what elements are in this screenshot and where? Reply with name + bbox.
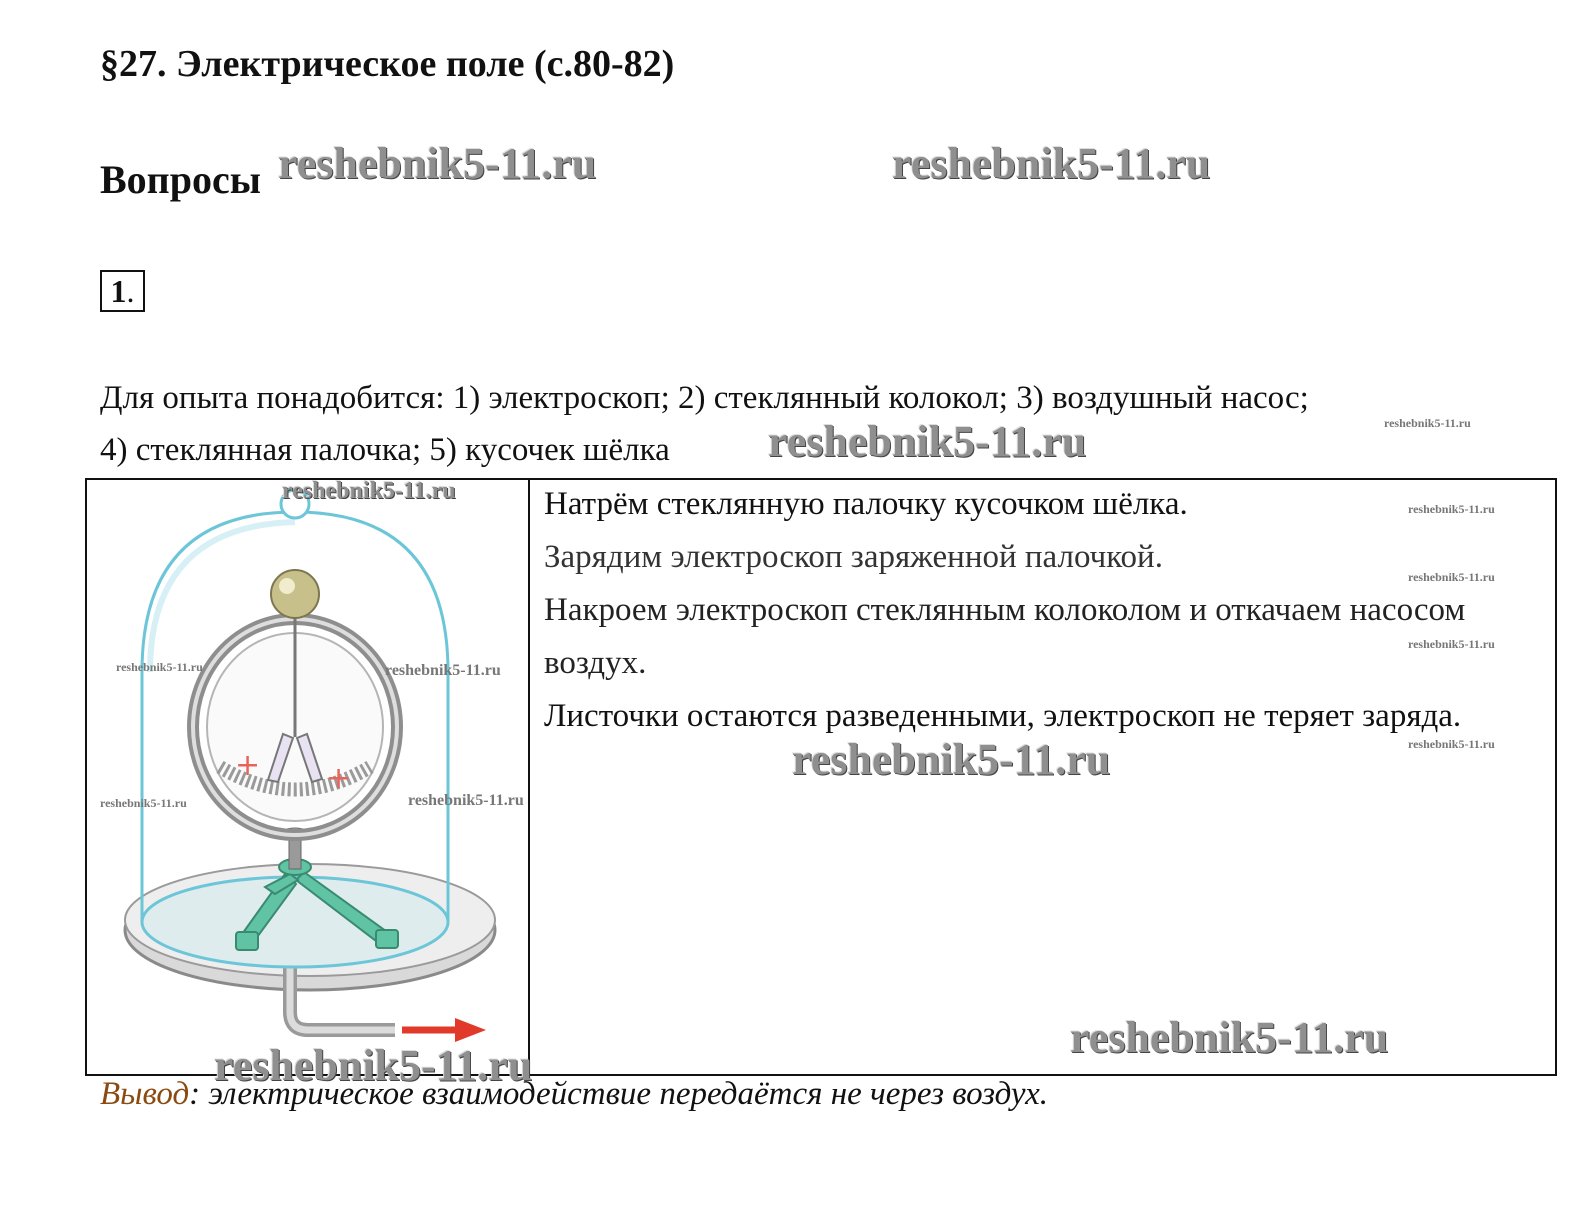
charge-right: + — [326, 761, 352, 796]
watermark: reshebnik5-11.ru — [892, 139, 1211, 188]
watermark: reshebnik5-11.ru — [1384, 416, 1471, 430]
watermark: reshebnik5-11.ru — [385, 662, 501, 679]
step-2: Зарядим электроскоп заряженной палочкой. — [544, 539, 1163, 575]
step-4: Листочки остаются разведенными, электроскоп не теряет заряда. — [544, 698, 1462, 734]
watermark: reshebnik5-11.ru — [768, 417, 1087, 466]
watermark: reshebnik5-11.ru — [408, 792, 524, 809]
electroscope-ball — [271, 570, 319, 618]
experiment-steps — [544, 478, 1504, 743]
step-1: Натрём стеклянную палочку кусочком шёлка. — [544, 486, 1188, 522]
materials-line-1: Для опыта понадобится: 1) электроскоп; 2) стеклянный колокол; 3) воздушный насос; — [100, 380, 1309, 416]
materials-line-2: 4) стеклянная палочка; 5) кусочек шёлка — [100, 432, 670, 468]
watermark: reshebnik5-11.ru — [1408, 570, 1495, 584]
frame-divider — [528, 480, 530, 1074]
watermark: reshebnik5-11.ru — [282, 478, 456, 504]
page-heading: §27. Электрическое поле (с.80-82) — [100, 43, 675, 85]
conclusion-text: : электрическое взаимодействие передаётся не через воздух. — [189, 1076, 1048, 1112]
watermark: reshebnik5-11.ru — [1408, 502, 1495, 516]
watermark: reshebnik5-11.ru — [214, 1041, 533, 1090]
electroscope-illustration — [90, 482, 526, 1072]
question-number — [100, 270, 145, 312]
question-number-value: 1 — [110, 273, 127, 309]
watermark: reshebnik5-11.ru — [1070, 1013, 1389, 1062]
step-3: Накроем электроскоп стеклянным колоколом и откачаем насосом воздух. — [544, 592, 1466, 681]
question-number-dot: . — [126, 273, 135, 309]
section-title: Вопросы — [100, 157, 261, 202]
watermark: reshebnik5-11.ru — [1408, 737, 1495, 751]
conclusion — [100, 1076, 1048, 1113]
watermark: reshebnik5-11.ru — [278, 139, 597, 188]
conclusion-label: Вывод — [100, 1076, 190, 1112]
watermark: reshebnik5-11.ru — [1408, 637, 1495, 651]
watermark: reshebnik5-11.ru — [792, 735, 1111, 784]
watermark: reshebnik5-11.ru — [116, 660, 203, 674]
arrow-icon — [402, 1018, 486, 1042]
charge-left: + — [235, 748, 261, 783]
watermark: reshebnik5-11.ru — [100, 796, 187, 810]
